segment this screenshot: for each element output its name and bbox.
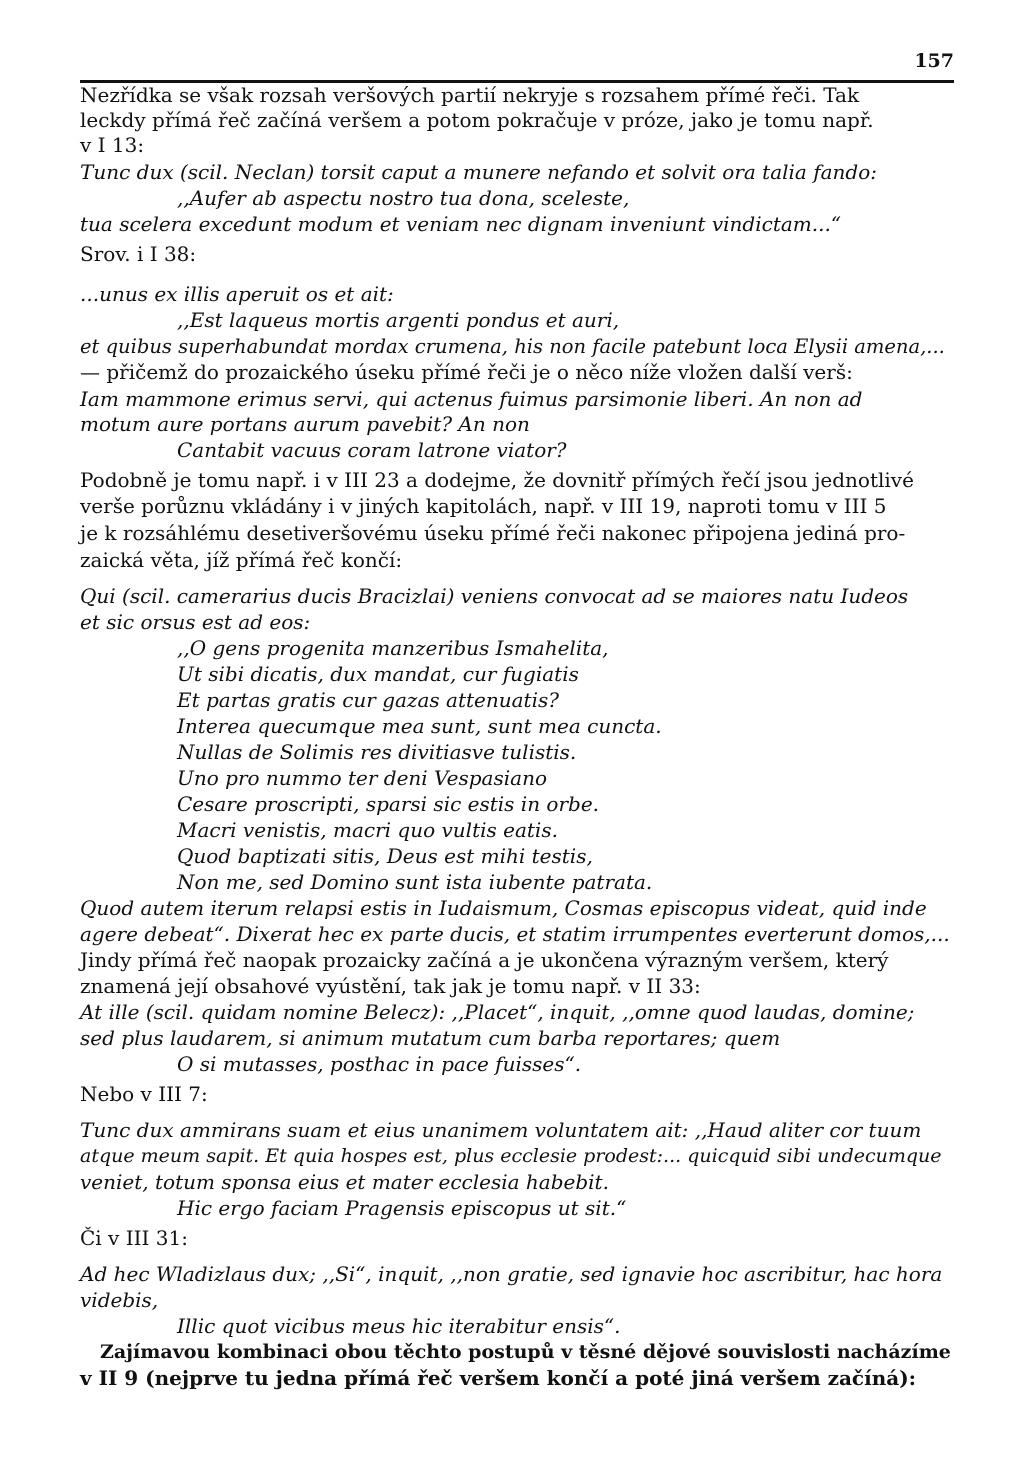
latin-quote-line: ,,Aufer ab aspectu nostro tua dona, sceleste,: [177, 186, 630, 210]
text-line: je k rozsáhlému desetiveršovému úseku přímé řeči nakonec připojena jediná pro-: [80, 521, 906, 545]
latin-quote-line: Uno pro nummo ter deni Vespasiano: [177, 766, 547, 790]
latin-quote-line: veniet, totum sponsa eius et mater ecclesia habebit.: [80, 1170, 609, 1194]
text-line: v II 9 (nejprve tu jedna přímá řeč veršem končí a poté jiná veršem začíná):: [80, 1366, 917, 1390]
text-line: Podobně je tomu např. i v III 23 a dodejme, že dovnitř přímých řečí jsou jednotlivé: [80, 468, 914, 492]
latin-quote-line: atque meum sapit. Et quia hospes est, plus ecclesie prodest:... quicquid sibi undecumque: [80, 1145, 942, 1167]
latin-quote-line: Illic quot vicibus meus hic iterabitur ensis“.: [177, 1314, 621, 1338]
latin-quote-line: Ut sibi dicatis, dux mandat, cur fugiatis: [177, 662, 579, 686]
latin-quote-line: Macri venistis, macri quo vultis eatis.: [177, 818, 558, 842]
latin-quote-line: ...unus ex illis aperuit os et ait:: [80, 282, 394, 306]
text-line: Jindy přímá řeč naopak prozaicky začíná a je ukončena výrazným veršem, který: [80, 948, 889, 972]
text-line: Nebo v III 7:: [80, 1082, 208, 1106]
latin-quote-line: Quod autem iterum relapsi estis in Iudaismum, Cosmas episcopus videat, quid inde: [80, 896, 927, 920]
text-line: leckdy přímá řeč začíná veršem a potom pokračuje v próze, jako je tomu např.: [80, 108, 874, 132]
latin-quote-line: Cantabit vacuus coram latrone viator?: [177, 438, 567, 462]
text-line: Nezřídka se však rozsah veršových partií nekryje s rozsahem přímé řeči. Tak: [80, 83, 860, 107]
latin-quote-line: O si mutasses, posthac in pace fuisses“.: [177, 1052, 582, 1076]
latin-quote-line: Interea quecumque mea sunt, sunt mea cuncta.: [177, 714, 662, 738]
text-line: v I 13:: [80, 133, 145, 157]
latin-quote-line: Et partas gratis cur gazas attenuatis?: [177, 688, 559, 712]
latin-quote-line: Nullas de Solimis res divitiasve tulistis.: [177, 740, 577, 764]
text-line: zaická věta, jíž přímá řeč končí:: [80, 548, 403, 572]
text-line: Zajímavou kombinaci obou těchto postupů v těsné dějové souvislosti nacházíme: [100, 1341, 951, 1363]
latin-quote-line: Cesare proscripti, sparsi sic estis in orbe.: [177, 792, 600, 816]
latin-quote-line: Non me, sed Domino sunt ista iubente patrata.: [177, 870, 653, 894]
text-line: Srov. i I 38:: [80, 242, 197, 266]
latin-quote-line: Iam mammone erimus servi, qui actenus fuimus parsimonie liberi. An non ad: [80, 387, 863, 411]
latin-quote-line: ,,Est laqueus mortis argenti pondus et auri,: [177, 308, 620, 332]
page-number: 157: [914, 50, 954, 72]
latin-quote-line: videbis,: [80, 1288, 159, 1312]
text-line: — přičemž do prozaického úseku přímé řeči je o něco níže vložen další verš:: [80, 360, 853, 384]
latin-quote-line: Tunc dux (scil. Neclan) torsit caput a munere nefando et solvit ora talia fando:: [80, 160, 878, 184]
latin-quote-line: Tunc dux ammirans suam et eius unanimem voluntatem ait: ,,Haud aliter cor tuum: [80, 1118, 922, 1142]
text-line: Či v III 31:: [80, 1226, 188, 1250]
latin-quote-line: Ad hec Wladizlaus dux; ,,Si“, inquit, ,,non gratie, sed ignavie hoc ascribitur, hac hora: [80, 1262, 943, 1286]
latin-quote-line: et quibus superhabundat mordax crumena, his non facile patebunt loca Elysii amena,...: [80, 335, 945, 358]
latin-quote-line: At ille (scil. quidam nomine Belecz): ,,Placet“, inquit, ,,omne quod laudas, domine;: [80, 1000, 915, 1024]
latin-quote-line: Hic ergo faciam Pragensis episcopus ut sit.“: [177, 1196, 627, 1220]
text-line: verše porůznu vkládány i v jiných kapitolách, např. v III 19, naproti tomu v III 5: [80, 494, 887, 518]
latin-quote-line: agere debeat“. Dixerat hec ex parte ducis, et statim irrumpentes everterunt domos,...: [80, 922, 950, 946]
latin-quote-line: et sic orsus est ad eos:: [80, 610, 311, 634]
latin-quote-line: Quod baptizati sitis, Deus est mihi testis,: [177, 844, 593, 868]
latin-quote-line: sed plus laudarem, si animum mutatum cum barba reportares; quem: [80, 1026, 781, 1050]
latin-quote-line: motum aure portans aurum pavebit? An non: [80, 412, 530, 436]
latin-quote-line: tua scelera excedunt modum et veniam nec dignam inveniunt vindictam...“: [80, 212, 842, 236]
latin-quote-line: Qui (scil. camerarius ducis Bracizlai) veniens convocat ad se maiores natu Iudeos: [80, 584, 909, 608]
latin-quote-line: ,,O gens progenita manzeribus Ismahelita,: [177, 636, 609, 660]
text-line: znamená její obsahové vyústění, tak jak je tomu např. v II 33:: [80, 974, 701, 998]
